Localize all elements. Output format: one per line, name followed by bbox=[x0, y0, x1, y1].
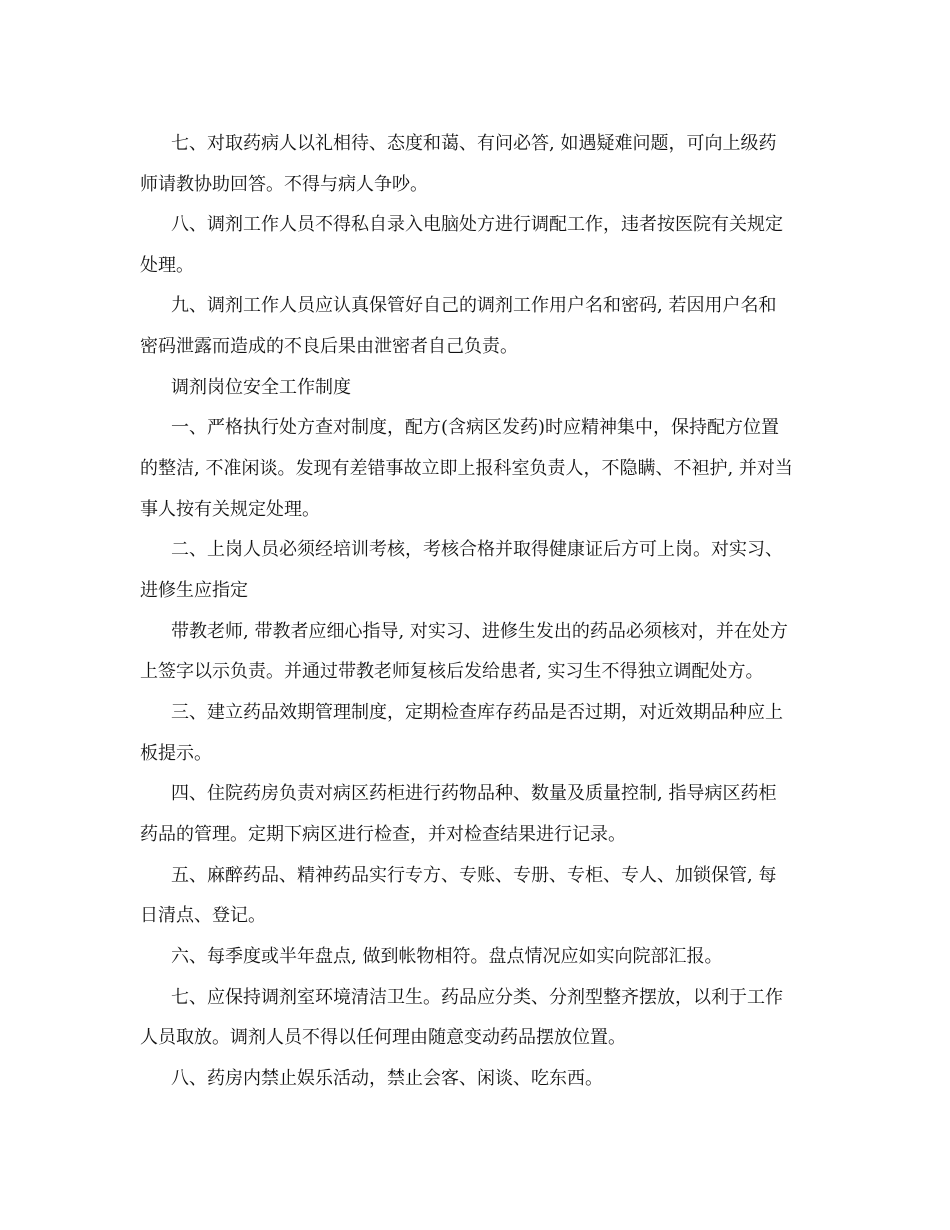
paragraph-line: 师请教协助回答。不得与病人争吵。 bbox=[140, 174, 428, 195]
paragraph-line: 六、每季度或半年盘点, 做到帐物相符。盘点情况应如实向院部汇报。 bbox=[171, 946, 723, 967]
paragraph-line: 处理。 bbox=[140, 255, 194, 276]
paragraph-line: 日清点、登记。 bbox=[140, 905, 266, 926]
paragraph-line: 八、药房内禁止娱乐活动，禁止会客、闲谈、吃东西。 bbox=[171, 1068, 603, 1089]
paragraph-line: 九、调剂工作人员应认真保管好自己的调剂工作用户名和密码, 若因用户名和 bbox=[171, 295, 777, 316]
paragraph-line: 人员取放。调剂人员不得以任何理由随意变动药品摆放位置。 bbox=[140, 1027, 626, 1048]
paragraph-line: 一、严格执行处方查对制度，配方(含病区发药)时应精神集中，保持配方位置 bbox=[171, 417, 780, 438]
paragraph-line: 的整洁, 不准闲谈。发现有差错事故立即上报科室负责人，不隐瞒、不袒护, 并对当 bbox=[140, 458, 793, 479]
paragraph-line: 事人按有关规定处理。 bbox=[140, 499, 320, 520]
paragraph-line: 带教老师, 带教者应细心指导, 对实习、进修生发出的药品必须核对，并在处方 bbox=[171, 621, 788, 642]
paragraph-line: 上签字以示负责。并通过带教老师复核后发给患者, 实习生不得独立调配处方。 bbox=[140, 661, 764, 682]
paragraph-line: 四、住院药房负责对病区药柜进行药物品种、数量及质量控制, 指导病区药柜 bbox=[171, 783, 777, 804]
paragraph-line: 七、对取药病人以礼相待、态度和蔼、有问必答, 如遇疑难问题，可向上级药 bbox=[171, 133, 777, 154]
paragraph-line: 板提示。 bbox=[140, 743, 212, 764]
paragraph-line: 五、麻醉药品、精神药品实行专方、专账、专册、专柜、专人、加锁保管, 每 bbox=[171, 865, 777, 886]
paragraph-line: 药品的管理。定期下病区进行检查，并对检查结果进行记录。 bbox=[140, 824, 626, 845]
paragraph-line: 密码泄露而造成的不良后果由泄密者自己负责。 bbox=[140, 336, 518, 357]
paragraph-line: 进修生应指定 bbox=[140, 580, 248, 601]
paragraph-line: 八、调剂工作人员不得私自录入电脑处方进行调配工作，违者按医院有关规定 bbox=[171, 214, 783, 235]
paragraph-line: 二、上岗人员必须经培训考核，考核合格并取得健康证后方可上岗。对实习、 bbox=[171, 539, 783, 560]
paragraph-line: 三、建立药品效期管理制度，定期检查库存药品是否过期，对近效期品种应上 bbox=[171, 702, 783, 723]
paragraph-line: 七、应保持调剂室环境清洁卫生。药品应分类、分剂型整齐摆放，以利于工作 bbox=[171, 987, 783, 1008]
section-heading: 调剂岗位安全工作制度 bbox=[171, 377, 351, 398]
